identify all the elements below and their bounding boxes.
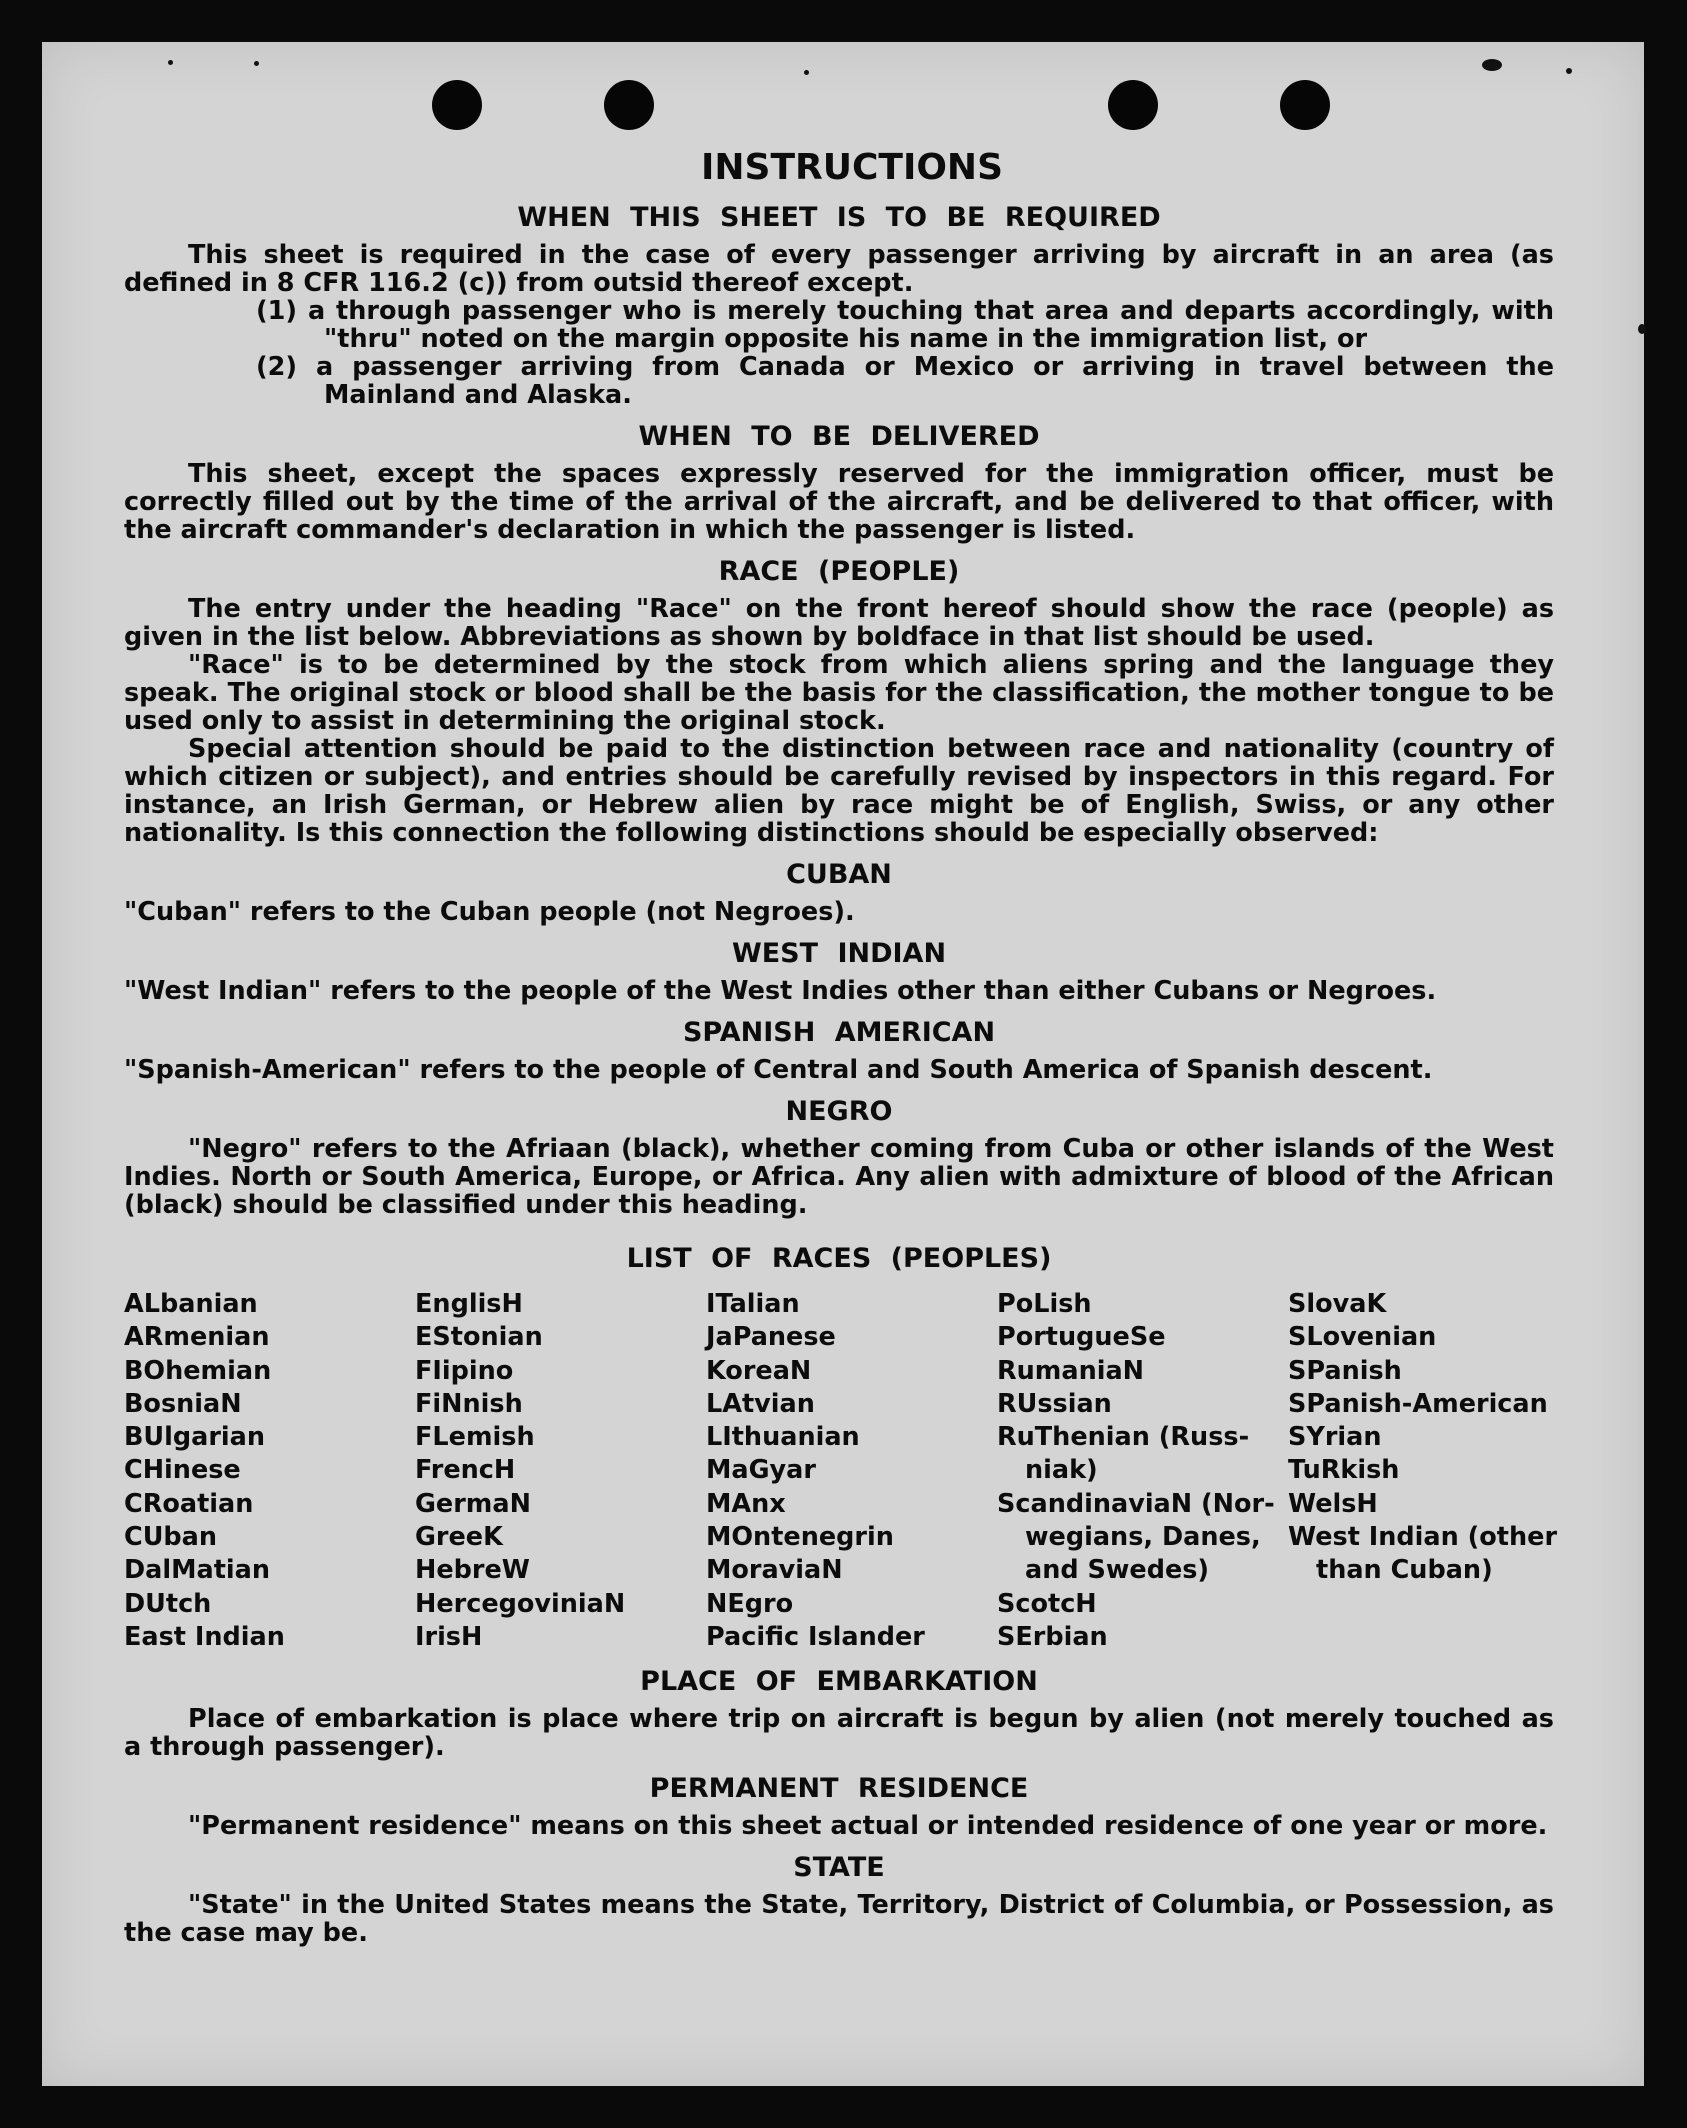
race-item: GermaN (415, 1488, 531, 1519)
race-item: niak) (1025, 1455, 1098, 1486)
race-item: HercegoviniaN (415, 1588, 626, 1619)
race-item: RuThenian (Russ- (997, 1422, 1250, 1453)
race-item: ARmenian (124, 1322, 270, 1353)
paragraph-spanish-american: "Spanish-American" refers to the people of Central and South America of Spanish descent. (124, 1055, 1433, 1085)
page-title: INSTRUCTIONS (701, 147, 1003, 188)
speck (168, 60, 173, 65)
race-item: SlovaK (1288, 1289, 1387, 1319)
race-item: and Swedes) (1025, 1555, 1210, 1586)
race-item: Pacific Islander (706, 1621, 925, 1652)
race-item: KoreaN (706, 1355, 812, 1386)
race-item: SErbian (997, 1621, 1108, 1652)
race-item: FLemish (415, 1422, 535, 1453)
heading-west-indian: WEST INDIAN (731, 938, 947, 969)
paragraph-race-3: Special attention should be paid to the distinction between race and nationality (country of which citizen or subject), and entries should be carefully revised by inspectors in this regard. For instance, an Irish German, or Hebrew alien by race might be of English, Swiss, or any other nationality. Is this connection the following distinctions should be especially observed: (124, 734, 1554, 848)
race-item: GreeK (415, 1522, 503, 1553)
instructions-content (124, 146, 1558, 1949)
paragraph-negro: "Negro" refers to the Afriaan (black), whether coming from Cuba or other islands of the West Indies. North or South America, Europe, or Africa. Any alien with admixture of blood of the African (black) should be classified under this heading. (124, 1134, 1554, 1220)
race-item: SLovenian (1288, 1322, 1437, 1353)
heading-spanish-american: SPANISH AMERICAN (682, 1017, 996, 1048)
race-item: DUtch (124, 1588, 212, 1619)
punch-hole (1280, 80, 1330, 130)
race-item: CRoatian (124, 1488, 254, 1519)
speck (254, 61, 259, 66)
race-item: TuRkish (1288, 1455, 1400, 1486)
race-item: SPanish (1288, 1355, 1402, 1386)
race-item: EStonian (415, 1322, 543, 1353)
race-item: HebreW (415, 1555, 530, 1586)
heading-negro: NEGRO (785, 1096, 893, 1127)
exception-2: (2) a passenger arriving from Canada or Mexico or arriving in travel between the Mainland and Alaska. (256, 352, 1554, 410)
race-item: FiNnish (415, 1388, 523, 1419)
race-item: FrencH (415, 1455, 516, 1486)
race-item: FIipino (415, 1355, 514, 1386)
race-item: CHinese (124, 1455, 241, 1486)
race-item: NEgro (706, 1588, 794, 1619)
paragraph-when-delivered: This sheet, except the spaces expressly reserved for the immigration officer, must be correctly filled out by the time of the arrival of the aircraft, and be delivered to that officer, with the aircraft commander's declaration in which the passenger is listed. (124, 459, 1554, 545)
race-item: East Indian (124, 1621, 285, 1652)
race-item: than Cuban) (1316, 1555, 1493, 1586)
paragraph-west-indian: "West Indian" refers to the people of the West Indies other than either Cubans or Negroes. (124, 976, 1437, 1006)
exception-1: (1) a through passenger who is merely touching that area and departs accordingly, with "thru" noted on the margin opposite his name in the immigration list, or (256, 296, 1554, 354)
race-item: MoraviaN (706, 1555, 843, 1586)
heading-permanent-residence: PERMANENT RESIDENCE (649, 1773, 1029, 1805)
race-item: MOntenegrin (706, 1522, 894, 1553)
race-item: RUssian (997, 1388, 1112, 1419)
paragraph-cuban: "Cuban" refers to the Cuban people (not Negroes). (124, 897, 855, 927)
race-item: EnglisH (415, 1289, 523, 1319)
race-item: ALbanian (124, 1289, 258, 1319)
race-item: SYrian (1288, 1422, 1382, 1453)
speck (1482, 59, 1502, 71)
race-item: MAnx (706, 1488, 786, 1519)
paragraph-permanent-residence: "Permanent residence" means on this sheet actual or intended residence of one year or more. (188, 1811, 1548, 1842)
paragraph-race-2: "Race" is to be determined by the stock from which aliens spring and the language they speak. The original stock or blood shall be the basis for the classification, the mother tongue to be used only to assist in determining the original stock. (124, 650, 1554, 736)
race-item: IrisH (415, 1621, 483, 1652)
race-item: BosniaN (124, 1388, 242, 1419)
race-item: RumaniaN (997, 1355, 1145, 1386)
paragraph-state: "State" in the United States means the State, Territory, District of Columbia, or Possession, as the case may be. (124, 1890, 1554, 1949)
race-item: LIthuanian (706, 1422, 860, 1453)
heading-when-required: WHEN THIS SHEET IS TO BE REQUIRED (517, 202, 1161, 233)
document-page (42, 42, 1644, 2086)
race-item: DalMatian (124, 1555, 270, 1586)
race-item: JaPanese (706, 1322, 836, 1353)
speck (1566, 68, 1572, 74)
race-item: LAtvian (706, 1388, 815, 1419)
race-item: wegians, Danes, (1025, 1522, 1261, 1553)
races-column-3 (706, 1288, 997, 1654)
speck (804, 70, 809, 75)
race-item: PortugueSe (997, 1322, 1166, 1353)
race-item: WelsH (1288, 1488, 1378, 1519)
race-item: BUlgarian (124, 1422, 266, 1453)
heading-state: STATE (793, 1852, 885, 1884)
race-item: West Indian (other (1288, 1522, 1558, 1553)
races-list (124, 1288, 1558, 1654)
heading-list-of-races: LIST OF RACES (PEOPLES) (626, 1243, 1052, 1274)
heading-race: RACE (PEOPLE) (718, 556, 960, 587)
paragraph-embarkation: Place of embarkation is place where trip on aircraft is begun by alien (not merely touched as a through passenger). (124, 1704, 1554, 1763)
race-item: ScandinaviaN (Nor- (997, 1488, 1275, 1519)
punch-hole (1108, 80, 1158, 130)
race-item: CUban (124, 1522, 218, 1553)
race-item: ITalian (706, 1289, 800, 1319)
races-column-2 (415, 1288, 706, 1654)
punch-hole (604, 80, 654, 130)
heading-embarkation: PLACE OF EMBARKATION (640, 1666, 1038, 1698)
race-item: SPanish-American (1288, 1388, 1548, 1419)
races-column-1 (124, 1288, 415, 1654)
heading-cuban: CUBAN (786, 859, 892, 890)
punch-hole (432, 80, 482, 130)
paragraph-race-1: The entry under the heading "Race" on the front hereof should show the race (people) as given in the list below. Abbreviations as shown by boldface in that list should be used. (124, 594, 1554, 652)
race-item: PoLish (997, 1289, 1092, 1319)
races-column-5 (1288, 1288, 1579, 1654)
race-item: ScotcH (997, 1588, 1097, 1619)
heading-when-delivered: WHEN TO BE DELIVERED (638, 421, 1040, 452)
races-column-4 (997, 1288, 1288, 1654)
paragraph-when-required: This sheet is required in the case of every passenger arriving by aircraft in an area (as defined in 8 CFR 116.2 (c)) from outsid thereof except. (124, 240, 1554, 298)
speck (1638, 324, 1646, 334)
race-item: MaGyar (706, 1455, 816, 1486)
race-item: BOhemian (124, 1355, 272, 1386)
